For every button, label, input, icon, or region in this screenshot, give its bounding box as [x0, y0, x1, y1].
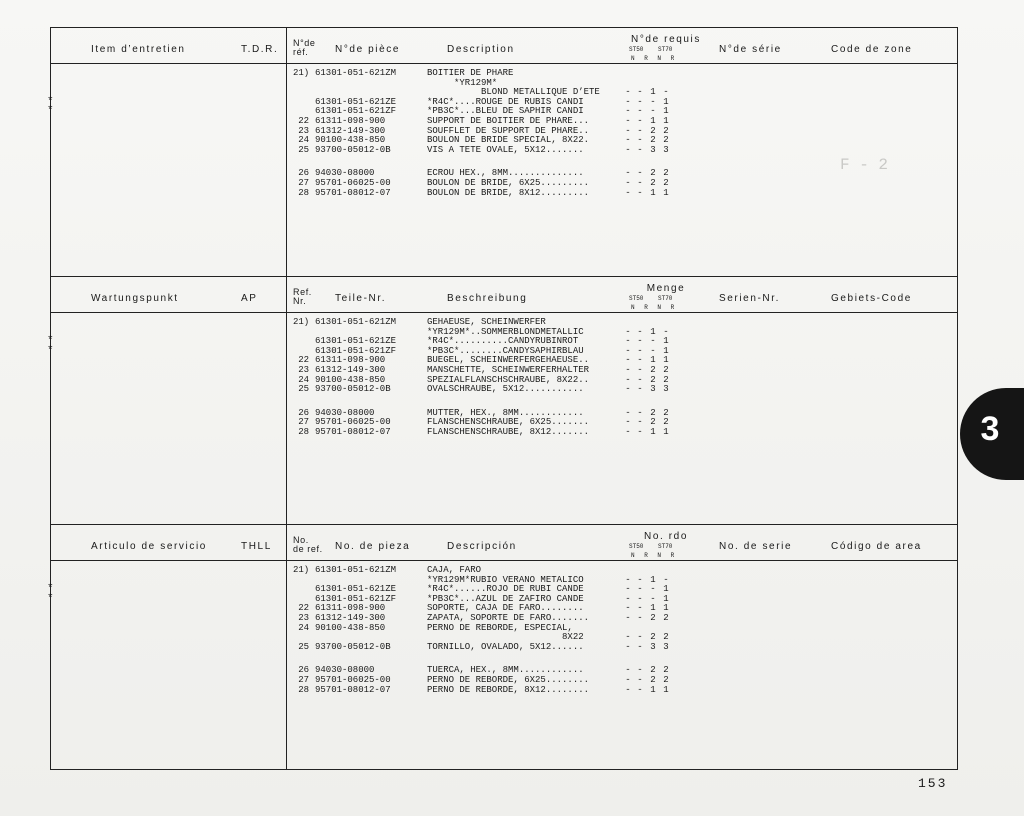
header-st70: ST70	[658, 543, 673, 550]
ref-number: 26	[298, 407, 309, 418]
quantity-cell: -	[625, 603, 631, 614]
ref-number: 21)	[293, 317, 310, 327]
quantity-cell: 2	[663, 374, 669, 385]
header-description: Description	[447, 44, 515, 55]
quantity-cell: 2	[663, 612, 669, 623]
quantity-cell: -	[637, 168, 643, 179]
quantity-cell: -	[637, 641, 643, 652]
part-number: 95701-08012-07	[315, 187, 391, 198]
quantity-cell: -	[625, 125, 631, 136]
quantity-cell: -	[637, 584, 643, 595]
part-description: 8X22	[427, 632, 584, 643]
quantity-cell: 1	[663, 426, 669, 437]
part-description: FLANSCHENSCHRAUBE, 6X25.......	[427, 417, 590, 428]
part-description: VIS A TETE OVALE, 5X12.......	[427, 144, 584, 155]
part-description: SOPORTE, CAJA DE FARO........	[427, 603, 584, 614]
change-marker: *	[47, 335, 54, 348]
ref-number: 24	[298, 622, 309, 633]
part-description: TORNILLO, OVALADO, 5X12......	[427, 641, 584, 652]
quantity-cell: 2	[663, 364, 669, 375]
quantity-cell: -	[625, 584, 631, 595]
quantity-cell: -	[637, 674, 643, 685]
part-description: BOULON DE BRIDE, 8X12.........	[427, 187, 590, 198]
part-number: 93700-05012-0B	[315, 144, 391, 155]
quantity-cell: -	[625, 384, 631, 395]
quantity-cell: 1	[663, 106, 669, 117]
quantity-cell: -	[637, 336, 643, 347]
header-ref-no: Ref. Nr.	[293, 287, 312, 306]
header-description: Beschreibung	[447, 293, 528, 304]
part-number: 61312-149-300	[315, 125, 386, 136]
part-number: 61301-051-621ZF	[315, 593, 397, 604]
header-part-no: N°de pièce	[335, 44, 401, 55]
quantity-cell: -	[625, 684, 631, 695]
quantity-cell: -	[637, 603, 643, 614]
quantity-cell: -	[625, 187, 631, 198]
part-description: BOITIER DE PHARE	[427, 68, 514, 78]
part-number: 61301-051-621ZE	[315, 96, 397, 107]
quantity-cell: 2	[650, 407, 656, 418]
quantity-cell: 1	[663, 593, 669, 604]
change-marker: *	[47, 95, 54, 108]
quantity-cell: -	[625, 326, 631, 337]
part-number: 95701-06025-00	[315, 177, 391, 188]
part-description: FLANSCHENSCHRAUBE, 8X12.......	[427, 426, 590, 437]
quantity-cell: 1	[663, 336, 669, 347]
section-spanish	[47, 524, 957, 770]
quantity-cell: -	[625, 87, 631, 98]
quantity-cell: -	[637, 87, 643, 98]
quantity-cell: -	[650, 593, 656, 604]
part-number: 93700-05012-0B	[315, 384, 391, 395]
header-st50: ST50	[629, 295, 644, 302]
part-description: GEHAEUSE, SCHEINWERFER	[427, 317, 546, 327]
part-description: PERNO DE REBORDE, 8X12........	[427, 684, 590, 695]
quantity-cell: -	[650, 96, 656, 107]
part-number: 61301-051-621ZM	[315, 317, 397, 327]
quantity-cell: 2	[650, 168, 656, 179]
ref-number: 22	[298, 603, 309, 614]
part-description: ECROU HEX., 8MM..............	[427, 168, 584, 179]
part-description: PERNO DE REBORDE, ESPECIAL,	[427, 622, 573, 633]
quantity-cell: -	[637, 364, 643, 375]
quantity-cell: 1	[650, 355, 656, 366]
quantity-cell: -	[637, 593, 643, 604]
quantity-cell: 1	[650, 115, 656, 126]
column-divider	[286, 277, 287, 524]
header-st70: ST70	[658, 46, 673, 53]
quantity-cell: 2	[650, 674, 656, 685]
part-description: BLOND METALLIQUE D’ETE	[427, 87, 600, 98]
header-required-qty: N°de requis	[631, 34, 701, 45]
header-nr-codes: N R N R	[631, 55, 675, 62]
quantity-cell: 2	[650, 177, 656, 188]
part-description: BUEGEL, SCHEINWERFERGEHAEUSE..	[427, 355, 590, 366]
quantity-cell: 2	[663, 125, 669, 136]
quantity-cell: -	[637, 326, 643, 337]
section-french	[47, 28, 957, 276]
parts-table-frame	[47, 27, 958, 770]
column-divider	[286, 525, 287, 770]
header-tdr: AP	[241, 293, 258, 304]
quantity-cell: -	[625, 345, 631, 356]
header-ref-no: No. de ref.	[293, 535, 323, 554]
quantity-cell: 1	[650, 684, 656, 695]
part-number: 94030-08000	[315, 168, 375, 179]
quantity-cell: 1	[663, 96, 669, 107]
header-item: Wartungspunkt	[91, 293, 179, 304]
quantity-cell: 1	[650, 426, 656, 437]
quantity-cell: -	[637, 384, 643, 395]
quantity-cell: 2	[663, 417, 669, 428]
quantity-cell: 1	[650, 87, 656, 98]
part-number: 90100-438-850	[315, 374, 386, 385]
ref-number: 22	[298, 115, 309, 126]
header-ref-no: N°de réf.	[293, 38, 316, 57]
part-number: 94030-08000	[315, 665, 375, 676]
part-number: 94030-08000	[315, 407, 375, 418]
part-number: 95701-06025-00	[315, 674, 391, 685]
part-description: *PB3C*...BLEU DE SAPHIR CANDI	[427, 106, 584, 117]
part-number: 61301-051-621ZF	[315, 106, 397, 117]
quantity-cell: 3	[650, 144, 656, 155]
part-description: SOUFFLET DE SUPPORT DE PHARE..	[427, 125, 590, 136]
quantity-cell: -	[637, 106, 643, 117]
part-description: *PB3C*........CANDYSAPHIRBLAU	[427, 345, 584, 356]
quantity-cell: -	[663, 326, 669, 337]
part-description: TUERCA, HEX., 8MM............	[427, 665, 584, 676]
part-description: CAJA, FARO	[427, 565, 482, 575]
quantity-cell: -	[625, 665, 631, 676]
part-description: *PB3C*...AZUL DE ZAFIRO CANDE	[427, 593, 584, 604]
quantity-cell: -	[637, 374, 643, 385]
page-number: 153	[918, 776, 948, 791]
change-marker: *	[47, 105, 54, 118]
ref-number: 21)	[293, 68, 310, 78]
header-nr-codes: N R N R	[631, 552, 675, 559]
part-number: 90100-438-850	[315, 622, 386, 633]
quantity-cell: 2	[650, 374, 656, 385]
section-german	[47, 276, 957, 524]
quantity-cell: 1	[650, 603, 656, 614]
quantity-cell: 3	[650, 641, 656, 652]
part-description: *R4C*......ROJO DE RUBI CANDE	[427, 584, 584, 595]
header-serial-no: N°de série	[719, 44, 782, 55]
quantity-cell: 2	[650, 135, 656, 146]
quantity-cell: -	[637, 407, 643, 418]
quantity-cell: 1	[663, 115, 669, 126]
chapter-tab-label: 3	[980, 410, 1000, 448]
part-number: 61311-098-900	[315, 603, 386, 614]
part-description: *R4C*....ROUGE DE RUBIS CANDI	[427, 96, 584, 107]
quantity-cell: -	[650, 345, 656, 356]
quantity-cell: -	[625, 612, 631, 623]
part-number: 95701-08012-07	[315, 426, 391, 437]
part-number: 61312-149-300	[315, 612, 386, 623]
quantity-cell: -	[625, 135, 631, 146]
quantity-cell: -	[637, 345, 643, 356]
quantity-cell: 2	[663, 168, 669, 179]
header-serial-no: Serien-Nr.	[719, 293, 781, 304]
header-required-qty: No. rdo	[644, 531, 688, 542]
part-number: 61301-051-621ZE	[315, 584, 397, 595]
quantity-cell: -	[625, 144, 631, 155]
part-description: PERNO DE REBORDE, 6X25........	[427, 674, 590, 685]
quantity-cell: -	[625, 417, 631, 428]
header-serial-no: No. de serie	[719, 541, 793, 552]
ref-number: 28	[298, 684, 309, 695]
quantity-cell: -	[625, 115, 631, 126]
quantity-cell: -	[637, 684, 643, 695]
header-area-code: Code de zone	[831, 44, 913, 55]
header-st50: ST50	[629, 46, 644, 53]
quantity-cell: 1	[663, 584, 669, 595]
header-nr-codes: N R N R	[631, 304, 675, 311]
quantity-cell: -	[625, 355, 631, 366]
part-description: SPEZIALFLANSCHSCHRAUBE, 8X22..	[427, 374, 590, 385]
part-number: 61301-051-621ZF	[315, 345, 397, 356]
quantity-cell: 2	[650, 632, 656, 643]
quantity-cell: 1	[663, 355, 669, 366]
header-tdr: T.D.R.	[241, 44, 279, 55]
quantity-cell: -	[625, 407, 631, 418]
change-marker: *	[47, 592, 54, 605]
quantity-cell: -	[625, 593, 631, 604]
quantity-cell: 3	[650, 384, 656, 395]
quantity-cell: -	[625, 426, 631, 437]
quantity-cell: -	[637, 125, 643, 136]
ref-number: 28	[298, 187, 309, 198]
header-tdr: THLL	[241, 541, 272, 552]
part-description: MUTTER, HEX., 8MM............	[427, 407, 584, 418]
ref-number: 24	[298, 135, 309, 146]
part-number: 61301-051-621ZE	[315, 336, 397, 347]
quantity-cell: -	[637, 115, 643, 126]
quantity-cell: -	[637, 187, 643, 198]
part-description: ZAPATA, SOPORTE DE FARO.......	[427, 612, 590, 623]
ref-number: 21)	[293, 565, 310, 575]
part-number: 90100-438-850	[315, 135, 386, 146]
quantity-cell: -	[650, 336, 656, 347]
header-item: Articulo de servicio	[91, 541, 207, 552]
ref-number: 25	[298, 641, 309, 652]
quantity-cell: 1	[663, 187, 669, 198]
quantity-cell: 2	[663, 177, 669, 188]
quantity-cell: 1	[663, 684, 669, 695]
part-description: *YR129M*..SOMMERBLONDMETALLIC	[427, 326, 584, 337]
change-marker: *	[47, 344, 54, 357]
part-number: 61311-098-900	[315, 115, 386, 126]
quantity-cell: -	[637, 355, 643, 366]
column-divider	[286, 28, 287, 276]
part-description: MANSCHETTE, SCHEINWERFERHALTER	[427, 364, 590, 375]
quantity-cell: 2	[650, 665, 656, 676]
quantity-cell: -	[637, 177, 643, 188]
part-number: 61311-098-900	[315, 355, 386, 366]
quantity-cell: 1	[650, 187, 656, 198]
header-area-code: Gebiets-Code	[831, 293, 912, 304]
ref-number: 26	[298, 168, 309, 179]
part-number: 61301-051-621ZM	[315, 68, 397, 78]
quantity-cell: 2	[663, 135, 669, 146]
quantity-cell: -	[625, 632, 631, 643]
quantity-cell: 2	[650, 364, 656, 375]
quantity-cell: -	[625, 641, 631, 652]
quantity-cell: -	[625, 177, 631, 188]
part-description: SUPPORT DE BOITIER DE PHARE...	[427, 115, 590, 126]
quantity-cell: -	[625, 674, 631, 685]
quantity-cell: -	[637, 96, 643, 107]
quantity-cell: 1	[650, 326, 656, 337]
quantity-cell: -	[625, 96, 631, 107]
part-number: 61312-149-300	[315, 364, 386, 375]
ref-number: 22	[298, 355, 309, 366]
part-description: BOULON DE BRIDE SPECIAL, 8X22.	[427, 135, 590, 146]
quantity-cell: -	[663, 574, 669, 585]
quantity-cell: -	[625, 168, 631, 179]
quantity-cell: -	[625, 336, 631, 347]
part-description: OVALSCHRAUBE, 5X12...........	[427, 384, 584, 395]
ref-number: 27	[298, 177, 309, 188]
header-st70: ST70	[658, 295, 673, 302]
quantity-cell: 1	[650, 574, 656, 585]
quantity-cell: -	[637, 612, 643, 623]
header-item: Item d’entretien	[91, 44, 186, 55]
part-number: 93700-05012-0B	[315, 641, 391, 652]
quantity-cell: -	[637, 135, 643, 146]
quantity-cell: -	[637, 144, 643, 155]
ref-number: 24	[298, 374, 309, 385]
part-description: BOULON DE BRIDE, 6X25.........	[427, 177, 590, 188]
header-part-no: No. de pieza	[335, 541, 411, 552]
part-description: *R4C*..........CANDYRUBINROT	[427, 336, 579, 347]
quantity-cell: 2	[650, 612, 656, 623]
quantity-cell: 3	[663, 144, 669, 155]
header-part-no: Teile-Nr.	[335, 293, 387, 304]
quantity-cell: -	[637, 665, 643, 676]
bleed-through-text: F - 2	[840, 156, 889, 174]
quantity-cell: -	[637, 417, 643, 428]
ref-number: 23	[298, 125, 309, 136]
quantity-cell: -	[663, 87, 669, 98]
ref-number: 26	[298, 665, 309, 676]
quantity-cell: 2	[663, 407, 669, 418]
quantity-cell: 2	[650, 417, 656, 428]
quantity-cell: 1	[663, 345, 669, 356]
ref-number: 28	[298, 426, 309, 437]
ref-number: 25	[298, 144, 309, 155]
ref-number: 23	[298, 612, 309, 623]
quantity-cell: -	[625, 374, 631, 385]
quantity-cell: 3	[663, 384, 669, 395]
header-description: Descripción	[447, 541, 517, 552]
header-required-qty: Menge	[646, 283, 686, 294]
quantity-cell: -	[637, 426, 643, 437]
ref-number: 27	[298, 674, 309, 685]
quantity-cell: -	[625, 106, 631, 117]
header-area-code: Código de area	[831, 541, 922, 552]
ref-number: 23	[298, 364, 309, 375]
part-description: *YR129M*	[427, 77, 498, 88]
quantity-cell: 1	[663, 603, 669, 614]
quantity-cell: 2	[663, 632, 669, 643]
quantity-cell: 2	[663, 674, 669, 685]
quantity-cell: -	[637, 574, 643, 585]
header-st50: ST50	[629, 543, 644, 550]
quantity-cell: -	[625, 364, 631, 375]
quantity-cell: -	[637, 632, 643, 643]
quantity-cell: -	[650, 584, 656, 595]
part-number: 95701-06025-00	[315, 417, 391, 428]
ref-number: 25	[298, 384, 309, 395]
part-description: *YR129M*RUBIO VERANO METALICO	[427, 574, 584, 585]
quantity-cell: -	[625, 574, 631, 585]
quantity-cell: 2	[650, 125, 656, 136]
quantity-cell: -	[650, 106, 656, 117]
part-number: 61301-051-621ZM	[315, 565, 397, 575]
change-marker: *	[47, 583, 54, 596]
quantity-cell: 3	[663, 641, 669, 652]
quantity-cell: 2	[663, 665, 669, 676]
ref-number: 27	[298, 417, 309, 428]
part-number: 95701-08012-07	[315, 684, 391, 695]
